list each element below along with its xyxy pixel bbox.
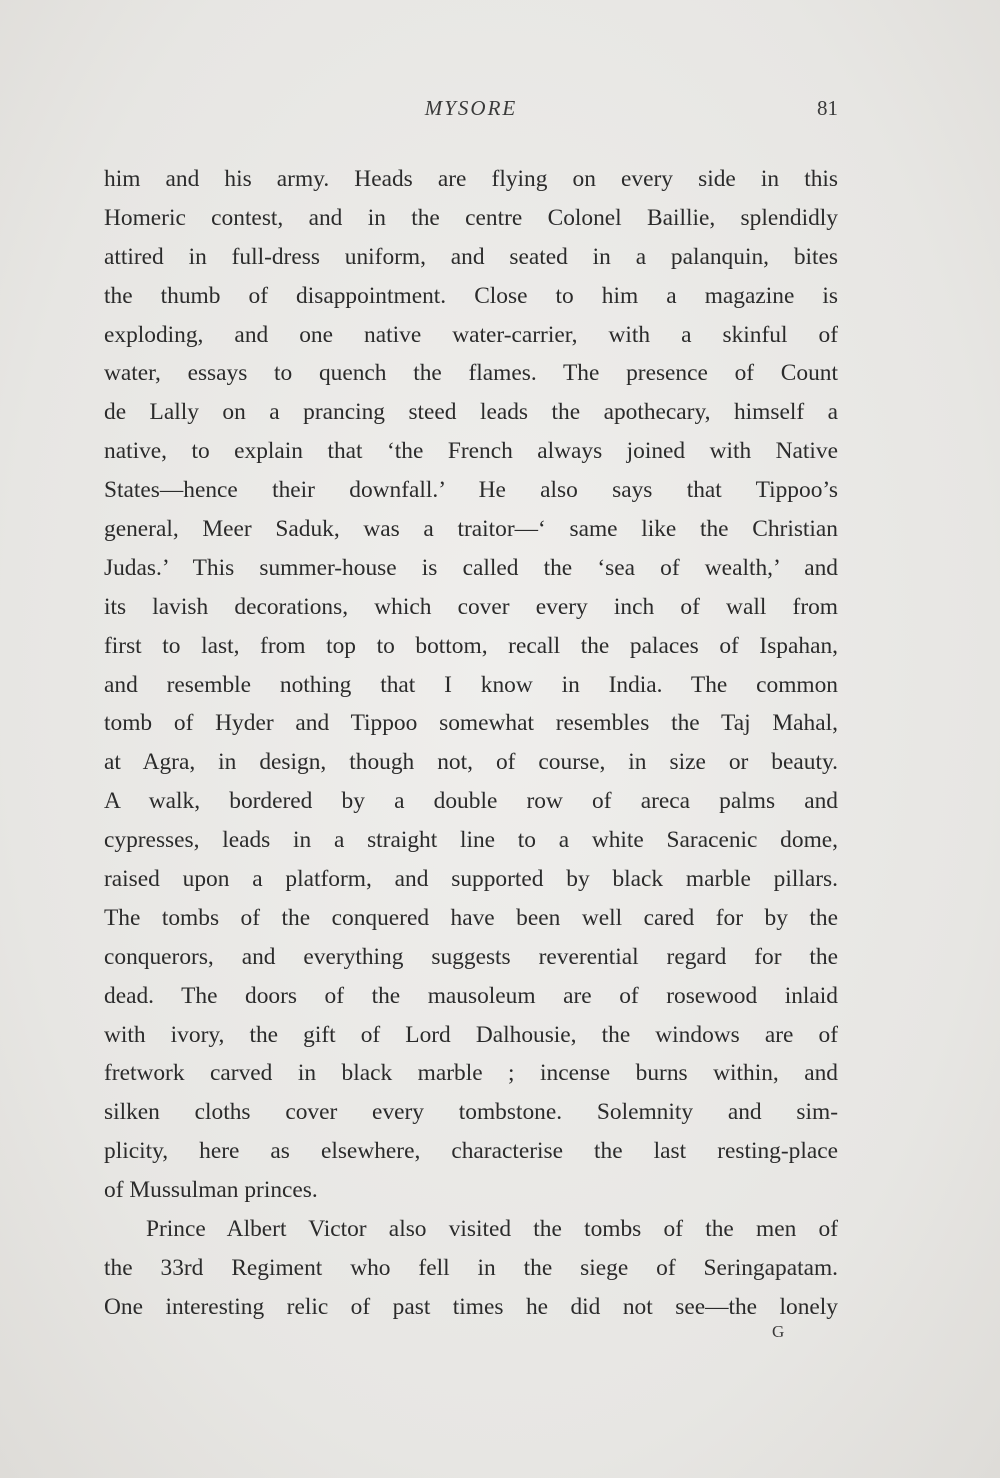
text-line: Judas.’ This summer-house is called the ‘sea of wealth,’ and	[104, 554, 838, 581]
text-line: dead. The doors of the mausoleum are of rosewood inlaid	[104, 982, 838, 1009]
text-line: first to last, from top to bottom, recall the palaces of Ispahan,	[104, 632, 838, 659]
text-line: native, to explain that ‘the French always joined with Native	[104, 438, 838, 465]
text-line: of Mussulman princes.	[104, 1177, 318, 1204]
text-line: One interesting relic of past times he did not see—the lonely	[104, 1293, 838, 1320]
text-line: the 33rd Regiment who fell in the siege of Seringapatam.	[104, 1254, 838, 1281]
text-line: silken cloths cover every tombstone. Solemnity and sim-	[104, 1099, 838, 1126]
text-line: and resemble nothing that I know in India. The common	[104, 671, 838, 698]
text-line: Prince Albert Victor also visited the tombs of the men of	[146, 1216, 838, 1243]
text-line: plicity, here as elsewhere, characterise the last resting-place	[104, 1138, 838, 1165]
text-line: States—hence their downfall.’ He also says that Tippoo’s	[104, 477, 838, 504]
text-line: with ivory, the gift of Lord Dalhousie, the windows are of	[104, 1021, 838, 1048]
text-line: The tombs of the conquered have been well cared for by the	[104, 904, 838, 931]
text-line: attired in full-dress uniform, and seated in a palanquin, bites	[104, 243, 838, 270]
running-title: MYSORE	[424, 96, 518, 120]
text-line: water, essays to quench the flames. The presence of Count	[104, 360, 838, 387]
text-line: its lavish decorations, which cover every inch of wall from	[104, 593, 838, 620]
text-line: cypresses, leads in a straight line to a white Saracenic dome,	[104, 827, 838, 854]
text-line: exploding, and one native water-carrier, with a skinful of	[104, 321, 838, 348]
text-line: conquerors, and everything suggests reverential regard for the	[104, 943, 838, 970]
text-line: Homeric contest, and in the centre Colonel Baillie, splendidly	[104, 204, 838, 231]
text-line: him and his army. Heads are flying on every side in this	[104, 166, 838, 192]
body-text	[104, 160, 838, 1327]
page-number: 81	[817, 96, 838, 120]
text-line: the thumb of disappointment. Close to him a magazine is	[104, 282, 838, 309]
text-line: fretwork carved in black marble ; incense burns within, and	[104, 1060, 838, 1087]
text-line: raised upon a platform, and supported by black marble pillars.	[104, 866, 838, 893]
paragraph-1	[104, 160, 838, 1210]
signature-mark: G	[772, 1322, 785, 1341]
running-head	[104, 96, 838, 126]
text-line: de Lally on a prancing steed leads the apothecary, himself a	[104, 399, 838, 426]
paragraph-2	[104, 1210, 838, 1327]
text-line: general, Meer Saduk, was a traitor—‘ same like the Christian	[104, 516, 838, 543]
text-line: A walk, bordered by a double row of areca palms and	[104, 788, 838, 815]
text-line: at Agra, in design, though not, of course, in size or beauty.	[104, 749, 838, 776]
text-line: tomb of Hyder and Tippoo somewhat resembles the Taj Mahal,	[104, 710, 838, 737]
